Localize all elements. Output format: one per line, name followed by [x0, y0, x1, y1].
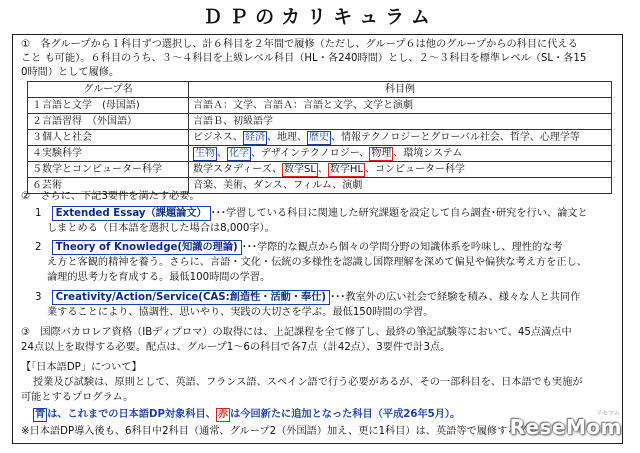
point1-line2: こと も可能）。６科目のうち、３～４科目を上級レベル科目（HL・各240時間）とし、２～３科目を標準レベル（SL・各15	[21, 53, 587, 64]
subject-list: 言語Ａ：文学、言語Ａ：言語と文学、文学と演劇	[189, 98, 612, 114]
jp-dp-line2: 可能とするプログラム。	[21, 392, 134, 403]
table-header-row	[28, 82, 612, 98]
point1-line1: ① 各グループから１科目ずつ選択し、計６科目を２年間で履修（ただし、グループ６は他のグループからの科目に代える	[21, 39, 578, 50]
table-row	[28, 162, 612, 178]
subject-list: 生物 、 化学 、デザインテクノロジー、 物理 、環境システム	[189, 146, 612, 162]
subject-list: ビジネス、 経済 、地理、 歴史 、情報テクノロジーとグローバル社会、哲学、心理学等	[189, 130, 612, 146]
group-name: ５数学とコンピューター科学	[28, 162, 189, 178]
subject-jp-dp-existing: 生物	[195, 147, 215, 159]
curriculum-frame	[12, 34, 623, 444]
table-row	[28, 114, 612, 130]
subject-list: 言語Ｂ、初級語学	[189, 114, 612, 130]
table-row	[28, 146, 612, 162]
legend-blue-box: 青	[35, 409, 46, 420]
subject-jp-dp-existing: 歴史	[309, 131, 329, 143]
subject-list: 音楽、美術、ダンス、フィルム、演劇	[189, 178, 612, 194]
core-item-tok: 2 Theory of Knowledge(知識の理論) ･･･学際的な観点から個々の学問分野の知識体系を吟味し、理性的な考	[35, 242, 563, 253]
resemom-logo: ReseMom	[509, 415, 622, 439]
core-item-ee-line2: しまとめる（日本語を選択した場合は8,000字）。	[47, 223, 275, 234]
jp-dp-heading: 【「日本語DP」について】	[21, 362, 142, 373]
point2-intro: ② さらに、下記3要件を満たす必要。	[21, 191, 200, 202]
point1-line3: 0時間）として履修。	[21, 67, 120, 78]
group-name: １言語と文学 (母国語)	[28, 98, 189, 114]
jp-dp-line1: 授業及び試験は、原則として、英語、フランス語、スペイン語で行う必要があるが、その一部科目を、日本語でも実施が	[33, 377, 583, 388]
point3-line1: ③ 国際バカロレア資格（IBディプロマ）の取得には、上記課程を全て修了し、最終の筆記試験等において、45点満点中	[21, 327, 572, 338]
subject-jp-dp-new: 数学SL	[284, 163, 316, 175]
group-name: ６芸術	[28, 178, 189, 194]
subject-list: 数学スタディーズ、 数学SL 、 数学HL 、コンピューター科学	[189, 162, 612, 178]
subject-jp-dp-existing: 化学	[229, 147, 249, 159]
subject-jp-dp-new: 数学HL	[329, 163, 364, 175]
core-label-tok: Theory of Knowledge(知識の理論)	[52, 240, 242, 255]
group-name: ２言語習得 （外国語）	[28, 114, 189, 130]
table-header-group: グループ名	[28, 82, 189, 98]
core-item-cas: 3 Creativity/Action/Service(CAS:創造性・活動・奉仕) ･･･教室外の広い社会で経験を積み、様々な人と共同作	[35, 292, 581, 303]
point3-line2: 24点以上を取得する必要。配点は、グループ1～6の科目で各7点（計42点）、3要件で計3点。	[21, 342, 451, 353]
table-row	[28, 130, 612, 146]
core-item-ee: 1 Extended Essay（課題論文） ･･･学習している科目に関連した研究課題を設定して自ら調査･研究を行い、論文と	[35, 208, 588, 219]
core-label-cas: Creativity/Action/Service(CAS:創造性・活動・奉仕)	[52, 290, 330, 305]
group-name: ３個人と社会	[28, 130, 189, 146]
core-item-cas-line2: 業することにより、協調性、思いやり、実践の大切さを学ぶ。最低150時間の学習。	[47, 307, 434, 318]
table-header-subjects: 科目例	[189, 82, 612, 98]
subject-jp-dp-existing: 経済	[245, 131, 265, 143]
core-item-tok-line2: え方と客観的精神を養う。さらに、言語・文化・伝統の多様性を認識し国際理解を深めて偏見や偏狭な考え方を正し、	[47, 257, 587, 268]
subject-jp-dp-new: 物理	[371, 147, 392, 159]
core-label-ee: Extended Essay（課題論文）	[52, 206, 211, 221]
group-name: ４実験科学	[28, 146, 189, 162]
logo-subtitle: リセマム	[596, 410, 620, 417]
legend-red-box: 赤	[217, 409, 229, 420]
jp-dp-note: ※日本語DP導入後も、6科目中2科目（通常、グループ2（外国語）加え、更に1科目）は、英語等で履修する必要。	[21, 426, 549, 437]
page-title: ＤＰのカリキュラム	[203, 6, 437, 28]
table-row	[28, 98, 612, 114]
core-item-tok-line3: 論理的思考力を育成する。最低100時間の学習。	[47, 272, 271, 283]
subject-groups-table	[27, 81, 612, 194]
jp-dp-legend: 青 は、これまでの日本語DP対象科目、 赤 は今回新たに追加となった科目（平成26年5月）。	[35, 409, 461, 420]
